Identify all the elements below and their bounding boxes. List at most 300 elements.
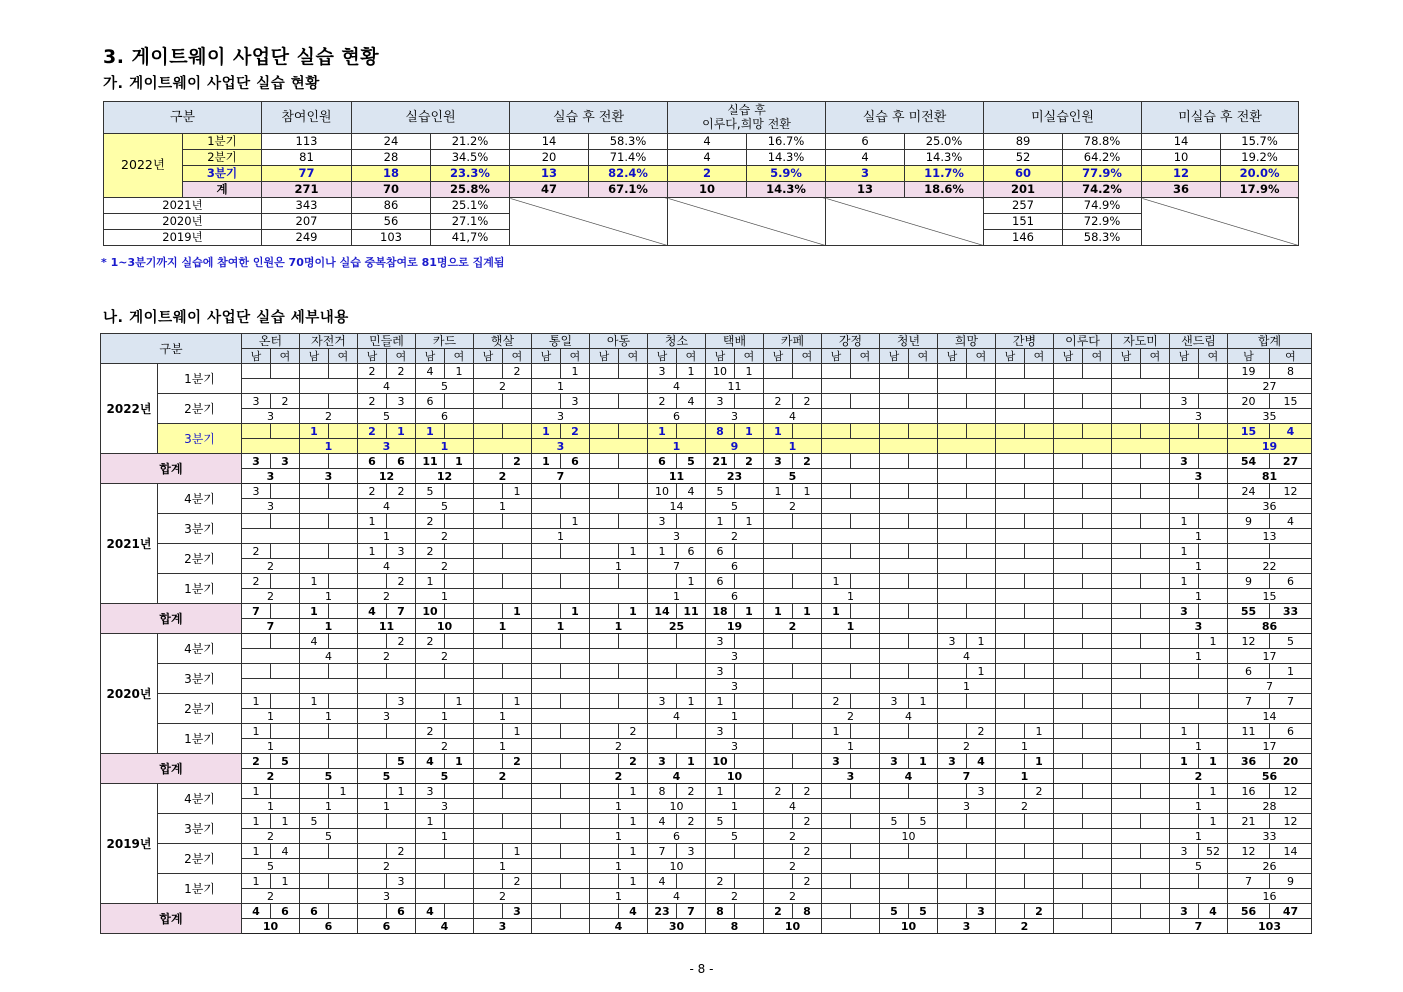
value-cell: 1 [300,424,329,439]
value-cell [880,874,909,889]
header-cell: 미실습 후 전환 [1142,102,1299,134]
value-cell [1199,574,1228,589]
value-cell: 1 [445,364,474,379]
value-cell [1112,619,1170,634]
value-cell [503,664,532,679]
value-cell [677,634,706,649]
value-cell: 2 [416,529,474,544]
value-cell: 1 [706,784,735,799]
value-cell [764,574,793,589]
value-cell: 1 [677,754,706,769]
table-cell: 34.5% [431,150,510,166]
value-cell: 5 [706,484,735,499]
total-row [101,919,1312,934]
value-cell: 1 [532,379,590,394]
value-cell [1170,379,1228,394]
value-cell [242,364,271,379]
value-cell [764,559,822,574]
value-cell [329,604,358,619]
table-cell: 103 [352,230,431,246]
value-cell: 5 [1170,859,1228,874]
value-cell: 2 [474,769,532,784]
value-cell: 2 [793,844,822,859]
value-cell [300,454,329,469]
value-cell [1083,514,1112,529]
value-cell: 5 [764,469,822,484]
value-cell [619,454,648,469]
value-cell [532,589,590,604]
value-cell [561,484,590,499]
value-cell: 1 [532,529,590,544]
value-cell: 3 [242,394,271,409]
value-cell: 27 [1270,454,1312,469]
value-cell [880,544,909,559]
value-cell [532,364,561,379]
table-row [101,709,1312,724]
value-cell [329,424,358,439]
total-label: 합계 [101,904,242,934]
value-cell [1112,604,1141,619]
value-cell: 6 [648,454,677,469]
value-cell: 4 [677,484,706,499]
value-cell: 4 [358,499,416,514]
female-header: 여 [677,349,706,364]
value-cell [300,484,329,499]
value-cell [271,694,300,709]
value-cell [474,664,503,679]
value-cell [822,844,851,859]
year-label: 2022년 [104,134,183,198]
value-cell: 1 [735,364,764,379]
value-cell: 1 [677,364,706,379]
value-cell [503,814,532,829]
value-cell: 4 [880,769,938,784]
value-cell [851,694,880,709]
value-cell: 2 [387,484,416,499]
male-header: 남 [996,349,1025,364]
value-cell [532,829,590,844]
value-cell: 3 [271,454,300,469]
value-cell [735,664,764,679]
value-cell [735,724,764,739]
value-cell: 5 [706,814,735,829]
value-cell [590,784,619,799]
value-cell [532,874,561,889]
value-cell [532,904,561,919]
value-cell [996,604,1025,619]
value-cell [938,454,967,469]
value-cell [1083,814,1112,829]
value-cell [793,724,822,739]
value-cell [822,424,851,439]
value-cell [996,904,1025,919]
value-cell: 1 [735,604,764,619]
value-cell [1141,514,1170,529]
value-cell [358,694,387,709]
value-cell [1054,904,1083,919]
value-cell [880,409,938,424]
value-cell [880,739,938,754]
value-cell [880,859,938,874]
value-cell: 1 [1170,754,1199,769]
value-cell [590,409,648,424]
value-cell [1054,874,1083,889]
value-cell [590,754,619,769]
table-cell: 146 [984,230,1063,246]
value-cell [880,619,938,634]
value-cell: 17 [1228,649,1312,664]
value-cell: 19 [1228,439,1312,454]
value-cell: 12 [416,469,474,484]
value-cell [1054,919,1112,934]
value-cell: 14 [1228,709,1312,724]
value-cell [1083,544,1112,559]
value-cell [938,364,967,379]
value-cell [619,694,648,709]
value-cell: 1 [474,739,532,754]
value-cell: 3 [242,454,271,469]
value-cell [532,559,590,574]
table-cell: 13 [826,182,905,198]
value-cell: 4 [677,394,706,409]
value-cell [590,904,619,919]
table-cell: 4 [826,150,905,166]
value-cell [996,364,1025,379]
value-cell [474,514,503,529]
value-cell [880,499,938,514]
value-cell: 1 [358,544,387,559]
value-cell: 5 [880,814,909,829]
value-cell [329,754,358,769]
value-cell [1112,724,1141,739]
value-cell: 3 [706,649,764,664]
value-cell [242,379,300,394]
value-cell [1083,844,1112,859]
table-cell: 15.7% [1221,134,1299,150]
value-cell [271,574,300,589]
table-row [101,844,1312,859]
table-row [101,874,1312,889]
value-cell: 3 [706,634,735,649]
value-cell [474,544,503,559]
value-cell [329,394,358,409]
value-cell [532,754,561,769]
value-cell [1054,754,1083,769]
value-cell: 1 [445,694,474,709]
value-cell: 1 [590,619,648,634]
value-cell [880,889,938,904]
value-cell: 11 [677,604,706,619]
value-cell [1112,919,1170,934]
value-cell: 1 [503,604,532,619]
value-cell [851,634,880,649]
value-cell [851,574,880,589]
value-cell [909,484,938,499]
female-header: 여 [1025,349,1054,364]
value-cell [242,664,271,679]
value-cell: 5 [1270,634,1312,649]
value-cell: 5 [300,829,358,844]
value-cell [1025,574,1054,589]
column-header: 온터 [242,334,300,349]
value-cell [764,739,822,754]
value-cell [1199,544,1228,559]
value-cell: 5 [387,754,416,769]
total-row [101,619,1312,634]
value-cell: 1 [909,694,938,709]
value-cell [242,424,271,439]
value-cell [242,439,300,454]
value-cell [996,574,1025,589]
value-cell: 2 [242,544,271,559]
value-cell [938,904,967,919]
male-header: 남 [474,349,503,364]
table-cell: 271 [262,182,352,198]
value-cell [416,679,474,694]
value-cell [1054,409,1112,424]
value-cell: 2 [387,364,416,379]
table-cell: 27.1% [431,214,510,230]
value-cell: 3 [706,394,735,409]
value-cell [764,754,793,769]
value-cell [880,514,909,529]
header-cell: 실습 후 전환 [510,102,668,134]
value-cell: 1 [416,709,474,724]
value-cell: 10 [880,829,938,844]
value-cell [822,904,851,919]
value-cell [909,364,938,379]
value-cell: 2 [735,454,764,469]
value-cell [996,559,1054,574]
value-cell [996,544,1025,559]
value-cell [329,724,358,739]
value-cell: 4 [416,754,445,769]
value-cell: 8 [648,784,677,799]
column-header: 민들레 [358,334,416,349]
value-cell [1170,439,1228,454]
header-cell: 실습 후 이루다,희망 전환 [668,102,826,134]
empty-cell [510,198,668,246]
value-cell: 1 [590,829,648,844]
value-cell [909,454,938,469]
table-row [101,529,1312,544]
value-cell [677,424,706,439]
value-cell [474,574,503,589]
value-cell: 30 [648,919,706,934]
value-cell [880,424,909,439]
value-cell [619,394,648,409]
value-cell [300,844,329,859]
value-cell [1170,889,1228,904]
value-cell [880,529,938,544]
value-cell [938,664,967,679]
value-cell: 2 [242,754,271,769]
value-cell: 2 [358,649,416,664]
table-cell: 17.9% [1221,182,1299,198]
value-cell [1054,589,1112,604]
value-cell [1054,499,1112,514]
quarter-label: 2분기 [158,394,242,424]
value-cell [416,859,474,874]
value-cell: 3 [938,919,996,934]
column-header: 통일 [532,334,590,349]
value-cell [1199,664,1228,679]
value-cell: 1 [735,514,764,529]
value-cell: 4 [358,604,387,619]
value-cell [300,679,358,694]
column-header: 청년 [880,334,938,349]
value-cell [1112,889,1170,904]
value-cell: 4 [416,919,474,934]
value-cell [1054,439,1112,454]
value-cell [1112,409,1170,424]
table-cell: 257 [984,198,1063,214]
value-cell [938,484,967,499]
value-cell: 16 [1228,784,1270,799]
value-cell: 1 [793,484,822,499]
value-cell [590,844,619,859]
value-cell: 1 [242,694,271,709]
table-row [101,574,1312,589]
value-cell: 3 [880,754,909,769]
value-cell: 1 [822,589,880,604]
value-cell [822,829,880,844]
value-cell [1141,904,1170,919]
value-cell: 2 [474,379,532,394]
value-cell [1054,619,1112,634]
value-cell: 2 [764,904,793,919]
value-cell [851,844,880,859]
value-cell [1025,874,1054,889]
value-cell [1054,814,1083,829]
value-cell [1170,364,1199,379]
value-cell [561,754,590,769]
value-cell: 1 [242,709,300,724]
value-cell: 6 [677,544,706,559]
value-cell [996,439,1054,454]
value-cell [1141,694,1170,709]
value-cell: 56 [1228,769,1312,784]
value-cell: 4 [648,769,706,784]
value-cell: 1 [561,514,590,529]
male-header: 남 [764,349,793,364]
table-row [101,889,1312,904]
value-cell: 2 [271,394,300,409]
value-cell [1170,814,1199,829]
value-cell [561,694,590,709]
value-cell [532,544,561,559]
value-cell: 1 [242,739,300,754]
value-cell: 5 [909,904,938,919]
value-cell: 2 [242,589,300,604]
value-cell [300,364,329,379]
quarter-label: 3분기 [158,424,242,454]
value-cell [1054,649,1112,664]
value-cell [967,574,996,589]
table-cell: 20 [510,150,589,166]
quarter-label: 1분기 [158,874,242,904]
value-cell: 11 [416,454,445,469]
value-cell [1083,364,1112,379]
table-cell: 13 [510,166,589,182]
value-cell: 7 [532,469,590,484]
value-cell [532,814,561,829]
value-cell [938,619,996,634]
value-cell: 2 [822,709,880,724]
value-cell [996,589,1054,604]
value-cell: 5 [880,904,909,919]
value-cell: 1 [561,604,590,619]
value-cell [329,844,358,859]
value-cell [1054,844,1083,859]
value-cell [532,499,590,514]
empty-cell [1142,198,1299,246]
header-cell: 미실습인원 [984,102,1142,134]
value-cell: 1 [300,799,358,814]
value-cell: 2 [764,619,822,634]
value-cell [532,574,561,589]
value-cell [532,664,561,679]
value-cell [474,799,532,814]
male-header: 남 [1054,349,1083,364]
value-cell [1112,799,1170,814]
value-cell [445,904,474,919]
value-cell [1112,544,1141,559]
value-cell: 5 [416,484,445,499]
value-cell: 1 [1199,814,1228,829]
value-cell: 5 [416,769,474,784]
value-cell: 9 [1270,874,1312,889]
value-cell [1112,559,1170,574]
table-cell: 23.3% [431,166,510,182]
value-cell: 1 [1170,739,1228,754]
value-cell: 2 [996,919,1054,934]
value-cell [329,874,358,889]
value-cell [358,664,387,679]
value-cell [1054,739,1112,754]
table-cell: 82.4% [589,166,668,182]
table-row [101,739,1312,754]
value-cell: 1 [416,589,474,604]
table-cell: 25.0% [905,134,984,150]
value-cell [1141,724,1170,739]
value-cell: 4 [648,379,706,394]
value-cell [1141,784,1170,799]
value-cell: 1 [764,439,822,454]
value-cell: 3 [474,919,532,934]
value-cell: 1 [474,859,532,874]
summary-table [103,101,1299,246]
value-cell: 12 [1270,784,1312,799]
value-cell [561,634,590,649]
value-cell [1054,514,1083,529]
value-cell [822,919,880,934]
value-cell: 10 [648,799,706,814]
value-cell [1083,754,1112,769]
value-cell: 7 [1270,694,1312,709]
table-row [101,649,1312,664]
value-cell: 5 [416,379,474,394]
value-cell: 33 [1228,829,1312,844]
total-label: 합계 [101,454,242,484]
value-cell [938,784,967,799]
value-cell: 2 [358,484,387,499]
value-cell [1170,709,1228,724]
value-cell [561,874,590,889]
value-cell [387,724,416,739]
table-row [101,544,1312,559]
value-cell: 1 [590,799,648,814]
